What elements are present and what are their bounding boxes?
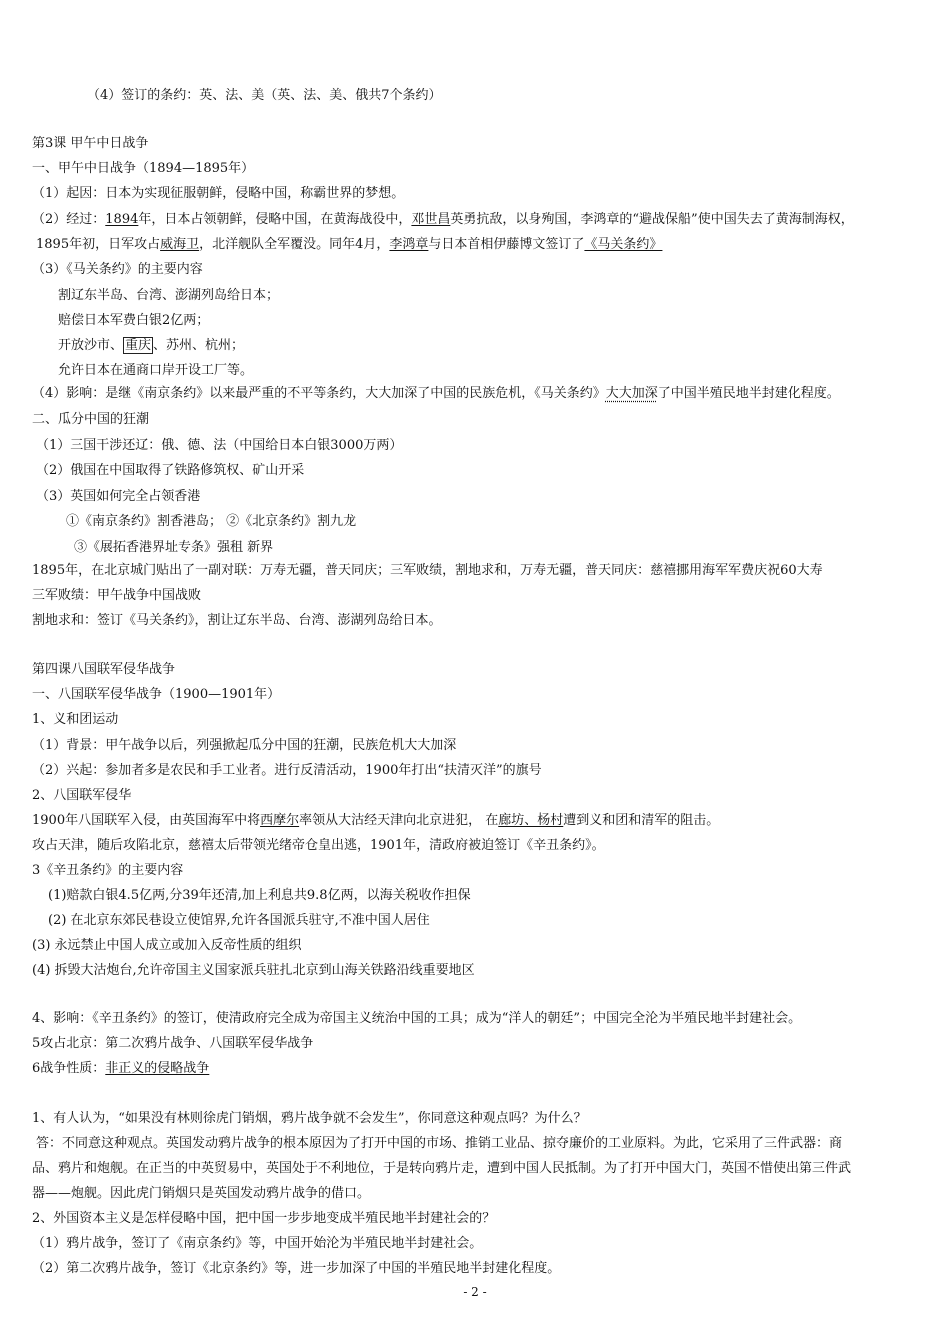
text-line: （2）兴起：参加者多是农民和手工业者。进行反清活动，1900年打出“扶清灭洋”的旗号 — [32, 763, 542, 778]
text-line: ①《南京条约》割香港岛； ②《北京条约》割九龙 — [66, 514, 357, 529]
underlined-text: 《马关条约》 — [584, 237, 663, 252]
text-line: （1）三国干涉还辽：俄、德、法（中国给日本白银3000万两） — [36, 438, 403, 453]
text-line: (2) 在北京东郊民巷设立使馆界,允许各国派兵驻守,不准中国人居住 — [48, 913, 430, 928]
underlined-text: 廊坊、杨村 — [498, 813, 564, 828]
underlined-text: 李鸿章 — [389, 237, 429, 252]
page-number: - 2 - — [463, 1285, 487, 1299]
lesson-title: 第3课 甲午中日战争 — [32, 136, 149, 151]
text-line: （1）起因：日本为实现征服朝鲜，侵略中国，称霸世界的梦想。 — [32, 186, 405, 201]
section-heading: 二、瓜分中国的狂潮 — [32, 412, 150, 427]
text-line: 6战争性质：非正义的侵略战争 — [32, 1061, 210, 1076]
text-line: 1895年，在北京城门贴出了一副对联：万寿无疆，普天同庆；三军败绩，割地求和，万寿无疆，普天同庆：慈禧挪用海军军费庆祝60大寿 — [32, 563, 823, 578]
underlined-text: 邓世昌 — [411, 212, 451, 227]
answer-text: 品、鸦片和炮舰。在正当的中英贸易中，英国处于不利地位，于是转向鸦片走，遭到中国人民抵制。为了打开中国大门，英国不惜使出第三件武 — [32, 1161, 852, 1176]
underlined-text: 1894 — [105, 212, 139, 227]
question-text: 1、有人认为，“如果没有林则徐虎门销烟，鸦片战争就不会发生”，你同意这种观点吗？为什么？ — [32, 1111, 587, 1126]
underlined-text: 非正义的侵略战争 — [105, 1061, 210, 1076]
underlined-text: 威海卫 — [160, 237, 200, 252]
text-line: （4）签订的条约：英、法、美（英、法、美、俄共7个条约） — [87, 88, 442, 103]
answer-text: （1）鸦片战争，签订了《南京条约》等，中国开始沦为半殖民地半封建社会。 — [32, 1236, 483, 1251]
text-line: 3《辛丑条约》的主要内容 — [32, 863, 184, 878]
section-heading: 一、八国联军侵华战争（1900—1901年） — [32, 687, 281, 702]
text-line: （1）背景：甲午战争以后，列强掀起瓜分中国的狂潮，民族危机大大加深 — [32, 738, 457, 753]
text-line: （4）影响：是继《南京条约》以来最严重的不平等条约，大大加深了中国的民族危机，《马关条约》大大加深了中国半殖民地半封建化程度。 — [32, 386, 840, 401]
text-line: （2）俄国在中国取得了铁路修筑权、矿山开采 — [36, 463, 305, 478]
text-line: (4) 拆毁大沽炮台,允许帝国主义国家派兵驻扎北京到山海关铁路沿线重要地区 — [32, 963, 475, 978]
boxed-text: 重庆 — [125, 338, 152, 353]
text-line: （2）经过：1894年，日本占领朝鲜，侵略中国，在黄海战役中，邓世昌英勇抗敌，以身殉国，李鸿章的“避战保船”使中国失去了黄海制海权， — [32, 212, 854, 227]
text-line: 开放沙市、 重庆 、苏州、杭州； — [58, 338, 245, 353]
text-line: 三军败绩：甲午战争中国战败 — [32, 588, 202, 603]
text-line: (1)赔款白银4.5亿两,分39年还清,加上利息共9.8亿两，以海关税收作担保 — [48, 888, 471, 903]
emphasis-text: 大大加深 — [605, 386, 658, 401]
text-line: 割辽东半岛、台湾、澎湖列岛给日本； — [58, 288, 280, 303]
text-line: 1900年八国联军入侵，由英国海军中将西摩尔率领从大沽经天津向北京进犯， 在廊坊、杨村遭到义和团和清军的阻击。 — [32, 813, 720, 828]
answer-text: 器——炮舰。因此虎门销烟只是英国发动鸦片战争的借口。 — [32, 1186, 371, 1201]
text-line: ③《展拓香港界址专条》强租 新界 — [74, 540, 274, 555]
question-text: 2、外国资本主义是怎样侵略中国，把中国一步步地变成半殖民地半封建社会的？ — [32, 1211, 496, 1226]
text-line: （3）《马关条约》的主要内容 — [32, 262, 203, 277]
text-line: （3）英国如何完全占领香港 — [36, 489, 201, 504]
text-line: 攻占天津，随后攻陷北京，慈禧太后带领光绪帝仓皇出逃，1901年，清政府被迫签订《辛丑条约》。 — [32, 838, 605, 853]
text-line: 1、义和团运动 — [32, 712, 119, 727]
text-line: 允许日本在通商口岸开设工厂等。 — [58, 363, 254, 378]
text-line: 4、影响：《辛丑条约》的签订，使清政府完全成为帝国主义统治中国的工具；成为“洋人的朝廷”；中国完全沦为半殖民地半封建社会。 — [32, 1011, 802, 1026]
text-line: 5攻占北京：第二次鸦片战争、八国联军侵华战争 — [32, 1036, 314, 1051]
text-line: 2、八国联军侵华 — [32, 788, 132, 803]
text-line: 赔偿日本军费白银2亿两； — [58, 313, 210, 328]
text-line: 割地求和：签订《马关条约》，割让辽东半岛、台湾、澎湖列岛给日本。 — [32, 613, 442, 628]
underlined-text: 西摩尔 — [260, 813, 300, 828]
lesson-title: 第四课八国联军侵华战争 — [32, 662, 176, 677]
section-heading: 一、甲午中日战争（1894—1895年） — [32, 161, 255, 176]
text-line: (3) 永远禁止中国人成立或加入反帝性质的组织 — [32, 938, 302, 953]
answer-text: （2）第二次鸦片战争，签订《北京条约》等，进一步加深了中国的半殖民地半封建化程度。 — [32, 1261, 561, 1276]
text-line: 1895年初，日军攻占威海卫，北洋舰队全军覆没。同年4月，李鸿章与日本首相伊藤博文签订了《马关条约》 — [36, 237, 663, 252]
answer-text: 答：不同意这种观点。英国发动鸦片战争的根本原因为了打开中国的市场、推销工业品、掠夺廉价的工业原料。为此，它采用了三件武器：商 — [36, 1136, 843, 1151]
